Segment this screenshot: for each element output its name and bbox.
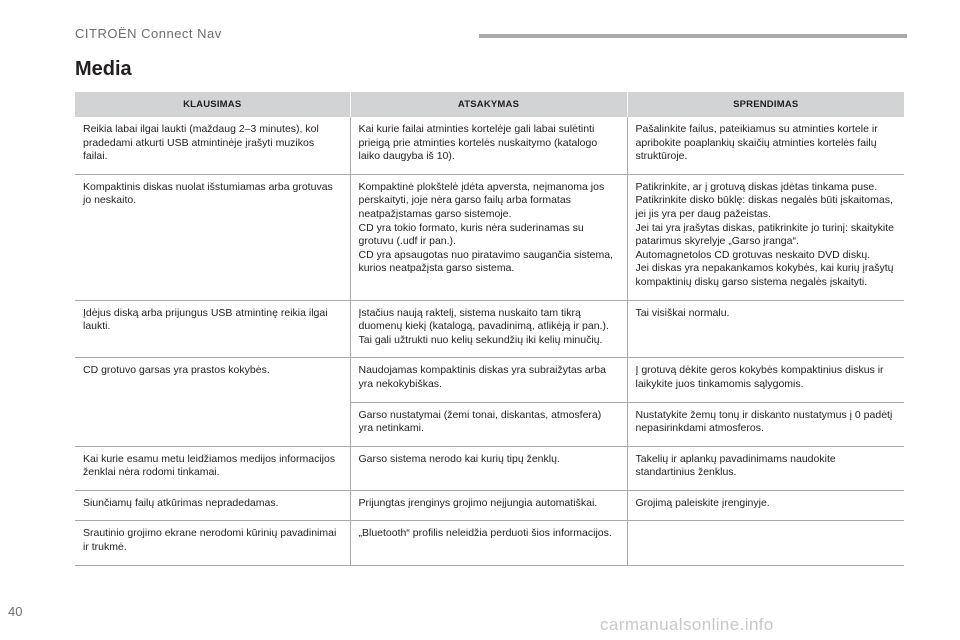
question-cell: Kai kurie esamu metu leidžiamos medijos informacijos ženklai nėra rodomi tinkamai. [75,446,350,490]
solution-cell: Takelių ir aplankų pavadinimams naudokite standartinius ženklus. [627,446,904,490]
solution-cell: Tai visiškai normalu. [627,300,904,358]
answer-cell: „Bluetooth“ profilis neleidžia perduoti šios informacijos. [350,521,627,565]
question-cell: Srautinio grojimo ekrane nerodomi kūrinių pavadinimai ir trukmė. [75,521,350,565]
solution-cell: Nustatykite žemų tonų ir diskanto nustatymus į 0 padėtį nepasirinkdami atmosferos. [627,402,904,446]
answer-cell: Garso sistema nerodo kai kurių tipų ženklų. [350,446,627,490]
answer-cell: Kompaktinė plokštelė įdėta apversta, neįmanoma jos perskaityti, joje nėra garso failų arba formatas neatpažįstamas garso sistemoje. CD yra tokio formato, kuris nėra suderinamas su grotuvu (.udf ir pan.). CD yra apsaugotas nuo piratavimo saugančia sistema, kurios neatpažįsta garso sistema. [350,174,627,300]
watermark: carmanualsonline.info [600,615,774,634]
manual-header-title: CITROËN Connect Nav [75,26,222,41]
table-body [75,117,904,565]
solution-cell: Pašalinkite failus, pateikiamus su atminties kortele ir apribokite poaplankių skaičių atminties kortelės failų struktūroje. [627,117,904,174]
solution-cell: Patikrinkite, ar į grotuvą diskas įdėtas tinkama puse. Patikrinkite disko būklę: diskas negalės būti įskaitomas, jei jis yra per daug pažeistas. Jei tai yra įrašytas diskas, patikrinkite jo turinį: skaitykite patarimus skyrelyje „Garso įranga“. Automagnetolos CD grotuvas neskaito DVD diskų. Jei diskas yra nepakankamos kokybės, kai kurių įrašytų kompaktinių diskų garso sistema negalės įskaityti. [627,174,904,300]
page-number: 40 [8,604,23,619]
header-divider-bar [479,34,907,38]
answer-cell: Naudojamas kompaktinis diskas yra subraižytas arba yra nekokybiškas. [350,358,627,402]
question-cell: Reikia labai ilgai laukti (maždaug 2–3 minutes), kol pradedami atkurti USB atmintinėje įrašyti muzikos failai. [75,117,350,174]
table-row [75,521,904,565]
question-cell: Įdėjus diską arba prijungus USB atmintinę reikia ilgai laukti. [75,300,350,358]
table-header-row [75,92,904,117]
question-cell: Kompaktinis diskas nuolat išstumiamas arba grotuvas jo neskaito. [75,174,350,300]
solution-cell: Į grotuvą dėkite geros kokybės kompaktinius diskus ir laikykite juos tinkamomis sąlygomis. [627,358,904,402]
column-header-solution: SPRENDIMAS [627,92,904,117]
table-row [75,358,904,402]
question-cell: CD grotuvo garsas yra prastos kokybės. [75,358,350,446]
question-cell: Siunčiamų failų atkūrimas nepradedamas. [75,490,350,521]
column-header-answer: ATSAKYMAS [350,92,627,117]
solution-cell: Grojimą paleiskite įrenginyje. [627,490,904,521]
answer-cell: Kai kurie failai atminties kortelėje gali labai sulėtinti prieigą prie atminties kortelės nuskaitymo (katalogo laiko daugyba iš 10). [350,117,627,174]
column-header-question: KLAUSIMAS [75,92,350,117]
page-title: Media [75,58,132,80]
table-row [75,490,904,521]
solution-cell [627,521,904,565]
answer-cell: Prijungtas įrenginys grojimo neįjungia automatiškai. [350,490,627,521]
table-row [75,300,904,358]
table-row [75,446,904,490]
table-row [75,174,904,300]
answer-cell: Įstačius naują raktelį, sistema nuskaito tam tikrą duomenų kiekį (katalogą, pavadinimą, atlikėją ir pan.). Tai gali užtrukti nuo kelių sekundžių iki kelių minučių. [350,300,627,358]
table-row [75,117,904,174]
media-troubleshooting-table [75,92,904,566]
answer-cell: Garso nustatymai (žemi tonai, diskantas, atmosfera) yra netinkami. [350,402,627,446]
